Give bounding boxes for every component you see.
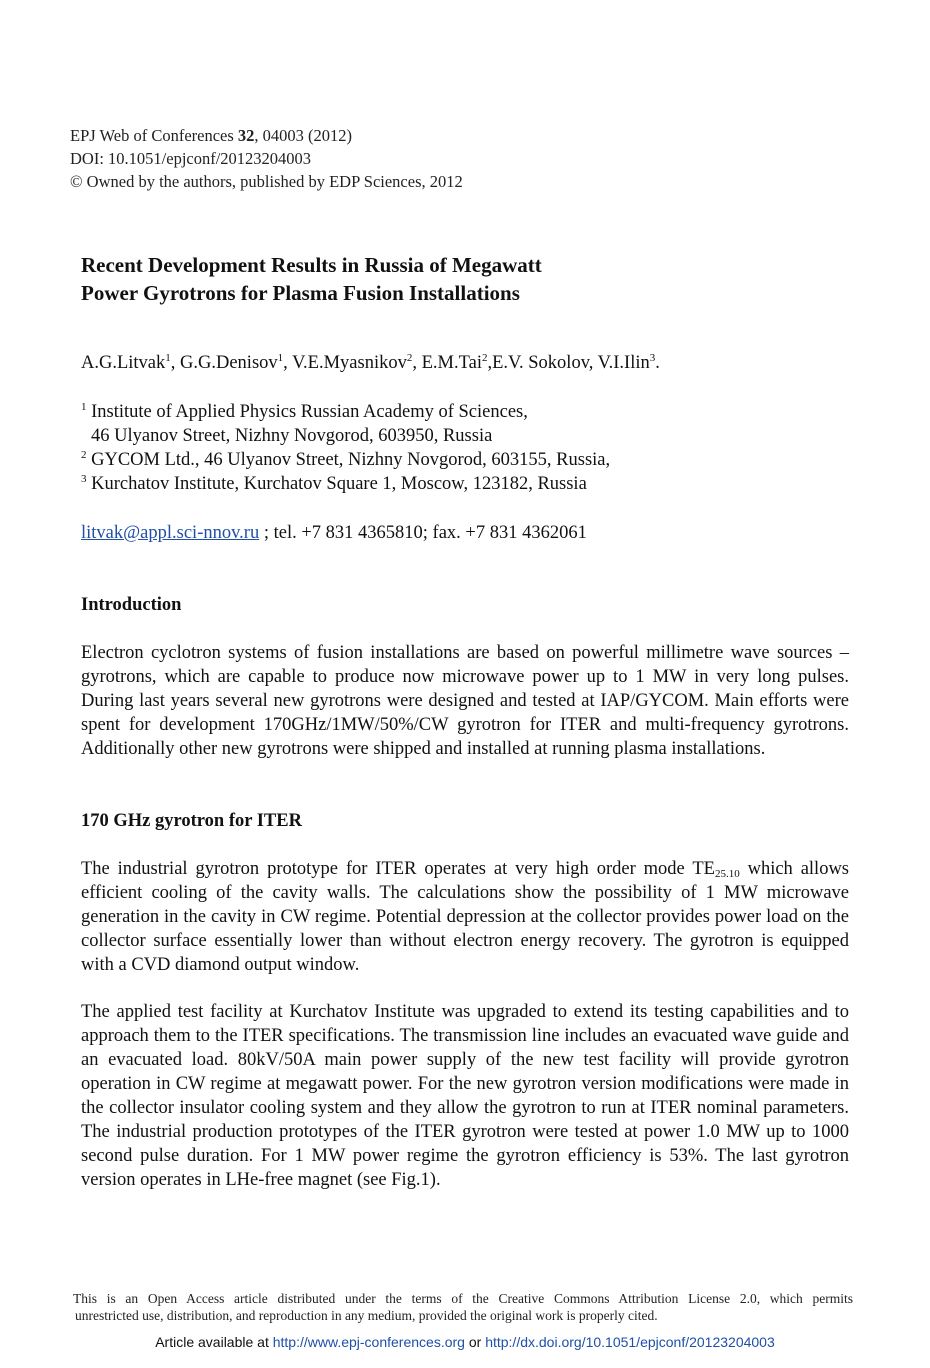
author: A.G.Litvak$^1$, (81, 352, 181, 373)
section-heading-introduction: Introduction (81, 595, 182, 615)
phone-fax: ; tel. +7 831 4365810; fax. +7 831 4362061 (259, 523, 587, 543)
iter-paragraph-2: The applied test facility at Kurchatov Institute was upgraded to extend its testing capabilities and to approach them to the ITER specifications. The transmission line includes an evacuated wave guide and an evacuated load. 80kV/50A main power supply of the new test facility will provide gyrotron operation in CW regime at megawatt power. For the new gyrotron version modifications were made in the collector insulator cooling system and they allow the gyrotron to run at ITER nominal parameters. The industrial production prototypes of the ITER gyrotron were tested at power 1.0 MW up to 1000 second pulse duration. For 1 MW power regime the gyrotron efficiency is 53%. The last gyrotron version operates in LHe-free magnet (see Fig.1). (81, 1002, 849, 1190)
license-notice: This is an Open Access article distributed under the terms of the Creative Commons Attribution License 2.0, which permits unrestricted use, distribution, and reproduction in any medium, provided the original work is properly cited. (73, 1291, 853, 1323)
author-list (81, 350, 660, 376)
section-heading-iter-gyrotron: 170 GHz gyrotron for ITER (81, 811, 302, 831)
affiliation-1: $^1$ Institute of Applied Physics Russian Academy of Sciences, (81, 401, 528, 422)
paper-title: Recent Development Results in Russia of Megawatt Power Gyrotrons for Plasma Fusion Installations (81, 253, 542, 305)
author: G.G.Denisov$^1$, (180, 352, 293, 373)
iter-paragraph-1: The industrial gyrotron prototype for ITER operates at very high order mode $TE_{25.10}$ which allows efficient cooling of the cavity walls. The calculations show the possibility of 1 MW microwave generation in the cavity in CW regime. Potential depression at the collector provides power load on the collector surface essentially lower than without electron energy recovery. The gyrotron is equipped with a CVD diamond output window. (81, 859, 850, 975)
journal-citation: EPJ Web of Conferences 32, 04003 (2012) (70, 126, 353, 145)
author: E.V. Sokolov, V.I.Ilin$^3$. (492, 352, 660, 373)
affiliation-1-address: 46 Ulyanov Street, Nizhny Novgorod, 603950, Russia (91, 426, 493, 446)
doi-link[interactable]: http://dx.doi.org/10.1051/epjconf/20123204003 (485, 1334, 775, 1350)
affiliation-3: $^3$ Kurchatov Institute, Kurchatov Square 1, Moscow, 123182, Russia (81, 473, 587, 494)
doi-line: DOI: 10.1051/epjconf/20123204003 (70, 149, 312, 168)
email-link[interactable]: litvak@appl.sci-nnov.ru (81, 523, 260, 543)
journal-header (70, 124, 463, 193)
copyright-line: © Owned by the authors, published by EDP Sciences, 2012 (70, 172, 463, 191)
affiliation-2: $^2$ GYCOM Ltd., 46 Ulyanov Street, Nizhny Novgorod, 603155, Russia, (81, 449, 611, 470)
author: V.E.Myasnikov$^2$, (292, 352, 422, 373)
author: E.M.Tai$^2$, (421, 352, 493, 373)
contact-line (81, 520, 587, 546)
affiliations (81, 400, 610, 496)
volume-number: 32 (237, 126, 255, 145)
journal-website-link[interactable]: http://www.epj-conferences.org (272, 1334, 465, 1350)
introduction-paragraph: Electron cyclotron systems of fusion installations are based on powerful millimetre wave sources – gyrotrons, which are capable to produce now microwave power up to 1 MW in very long pulses. During last years several new gyrotrons were designed and tested at IAP/GYCOM. Main efforts were spent for development 170GHz/1MW/50%/CW gyrotron for ITER and multi-frequency gyrotrons. Additionally other new gyrotrons were shipped and installed at running plasma installations. (81, 643, 849, 759)
article-availability-footer: Article available at http://www.epj-conferences.org or http://dx.doi.org/10.1051/epjconf/20123204003 (155, 1334, 775, 1350)
